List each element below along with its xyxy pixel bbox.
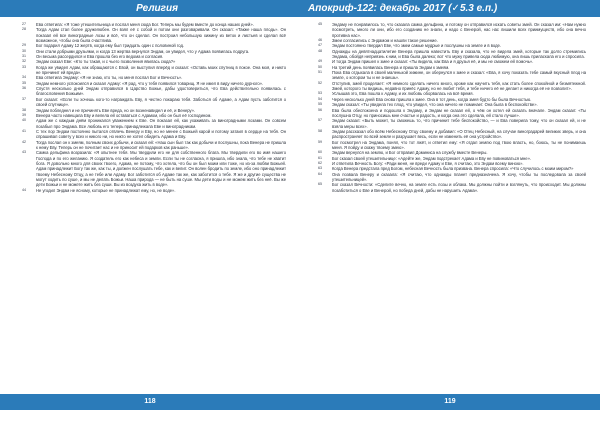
verse <box>22 97 286 108</box>
verse-text: Бог посмотрел на Эндама, понял, что тот лжёт, и ответил ему: «Я отдал землю под твою власть, но, боюсь, ты не понимаешь меня. Я пойду и скажу твоему змею». <box>332 139 586 150</box>
verse-text: Ева была обеспокоена и подошла к Эндаму, и Эндам не сказал ей, о чём он хотел ей сказать вначале. Эндам сказал: «Ты послушна Отцу, но приносишь мне счастье и радость, и когда она это сделала, ей стало лучше». <box>332 107 586 118</box>
verse-number: 62 <box>318 160 322 165</box>
verse-text: Когда же увидел Адам, как обращаются с Евой, он выступил вперёд и сказал: «Оставь моих спутниц в покое. Она моя, и никто не причинит ей вреда». <box>36 64 286 76</box>
verse-number: 47 <box>318 43 322 48</box>
verse-number: 32 <box>22 59 26 64</box>
verse-text: Венера часто навещала Еву и велела ей оставаться с Адамом, ибо он был её господином. <box>36 112 212 118</box>
verse <box>318 81 586 92</box>
verse-number: 65 <box>318 182 322 187</box>
verse-number: 52 <box>318 80 322 85</box>
verse-text: Тогда послал он к змеям, полным своих добычи, и сказал ей: «Наш сын был так как добычи и послушны, пока Венера не пришла к нему Еву. Теперь он не почитает нас и не приносит ей подарков как раньше». <box>36 139 286 150</box>
right-page <box>300 0 600 424</box>
verse-text: С тех пор Эндам постоянно пытался отвлечь Венеру и Еву, но не менее с Божьей карой и потому затаил в сердце на тебя. Он спрашивал совету у всех и никого ни, но никто не хотел обидеть Адама и Еву. <box>36 128 286 140</box>
verse-text: Змеи согласились с Эндамом и нашли такое решение. <box>332 38 438 44</box>
verse-text: Он весьма рассердился и Ева прошла без его ведома и согласия. <box>36 54 164 60</box>
verse-text: Пока Ева отдыхала в своей маленькой хижине, он обернулся к змее и сказал: «Ева, я хочу показать тебе самый вкусный плод на земле, о котором ты и не знаешь». <box>332 70 586 81</box>
verse-number: 43 <box>22 150 26 155</box>
verse-text: Через несколько дней Ева снова пришла к змее. Она в тот день, когда змея будто бы была Вечностью. <box>332 96 532 102</box>
verse <box>318 129 586 140</box>
verse-number: 53 <box>318 91 322 96</box>
verse-number: 36 <box>22 86 26 91</box>
verse-number: 50 <box>318 64 322 69</box>
verse-number: 33 <box>22 64 26 69</box>
verse-text: Они стали добрыми друзьями, и когда 13 жертва вернулся Эндам, он увидел, что у Адама появилась подруга. <box>36 48 250 54</box>
verse-text: И тогда Эндам пришел к змее и сказал: «Ты видела, как Ева и я друзья её, и мы не сможем ей помочь». <box>332 59 534 65</box>
verse-number: 31 <box>22 54 26 59</box>
verse-number: 29 <box>22 43 26 48</box>
verse-number: 49 <box>318 59 322 64</box>
verse-text: Услышав это, Ева пошла к Адаму, и их любовь оборвалась на всё время. <box>332 91 474 97</box>
verse-text: Эндаму не понравилось то, что сказала самка дельфина, и потому он отправился искать советы змей. Он сказал им: «Нам нужно посмотреть, много ли они, ибо его созданию не знали, и надо с Венерой, нас нас лишили всех приимуществ, ибо она вечно противна нас». <box>332 22 586 38</box>
verse <box>22 140 286 151</box>
right-page-number: 119 <box>300 394 600 410</box>
verse-number: 35 <box>22 80 26 85</box>
left-page-body <box>22 22 286 390</box>
verse-text: Эндам сказал: «Быть может, ты сможешь то, что причинит тебе беспокойство, — и Ева поверила тому, что он сказал ей, и не взяла меры всех». <box>332 118 586 129</box>
verse-number: 57 <box>318 118 322 123</box>
verse <box>318 70 586 81</box>
verse-number: 27 <box>22 22 26 26</box>
verse <box>22 188 286 193</box>
verse <box>318 118 586 129</box>
verse <box>318 140 586 151</box>
verse-text: Бог подарил Адаму 12 жертв, когда ему был тридцать один с половиной год. <box>36 43 185 49</box>
verse <box>22 129 286 140</box>
verse-text: Отступив, змей проделает: «Я немного сделать ничего много, кроме как научить тебя, как стать более спокойной и безмятежной. Змей, которого ты видишь, недавно принёс Адаму, но не любит тебя, и тебе ничего её не делает и никогда её не позволит». <box>332 80 586 92</box>
verse-text: Эндам побледнел и не причинять Еве вреда, но он возненавидел и её, и Венеру». <box>36 107 196 113</box>
verse-text: Эндам постоянно твердил Еве, что змеи самые мудрые и послушны на земле и в воде. <box>332 43 501 49</box>
verse-number: 55 <box>318 102 322 107</box>
verse-number: 45 <box>318 22 322 26</box>
verse <box>318 172 586 183</box>
verse-number: 51 <box>318 70 322 75</box>
verse-text: И ответила Вечность Богу: «Ради меня, не вреди Адаму и Еве, я считаю, это Эндам всему виною». <box>332 160 524 166</box>
right-page-header: Апокриф-122: декабрь 2017 (✓5.3 е.п.) <box>300 0 600 17</box>
verse-text: Ева ответила Эндаму: «Я не знаю, кто ты, но меня послал Бог и Вечность». <box>36 75 183 81</box>
verse <box>22 86 286 97</box>
verse-text: Однажды на девятнадцатилетие Венера пришла навестить Еву и сказала, что не видела змей, которые так долго стремились Эндама, обойдя неприязнь к ним, и Ева была далеко; вот что мужу привела сюда любимую, она лишь приласкала его и спросила. <box>332 48 586 60</box>
verse-text: Спустя несколько дней Эндам отправился в Царство Божье, дабы удостовериться, что Ева действительно появилась с благословения Божьим». <box>36 86 286 97</box>
verse-text: Эндам рассказал обо всём Небесному Отцу своему и добавил: «О Отец Небесный, на случае виноградарей великих зверь, и она распространяет по всей земле и разрушает весь, если не изменить её она устройство». <box>332 128 586 140</box>
verse <box>318 182 586 193</box>
verse-text: Она позвала Венеру и сказала: «Я считаю, что однажды планет предназначена. Я хочу, чтобы ты последовала за своей утешительницей». <box>332 171 586 182</box>
verse-number: 39 <box>22 112 26 117</box>
verse-number: 38 <box>22 107 26 112</box>
verse-number: 56 <box>318 107 322 112</box>
verse-number: 42 <box>22 139 26 144</box>
verse-text: Эндам вернулся на землю, и Бог отправил Доминиса на службу вместе Венеры. <box>332 150 488 156</box>
verse-number: 46 <box>318 38 322 43</box>
verse-number: 37 <box>22 96 26 101</box>
verse-number: 59 <box>318 139 322 144</box>
right-page-body <box>318 22 586 390</box>
verse-number: 63 <box>318 166 322 171</box>
verse <box>22 118 286 129</box>
verse-text: На третий день появилась Венера и пришла Эндам к змеям. <box>332 64 450 70</box>
verse <box>22 65 286 76</box>
verse-number: 64 <box>318 171 322 176</box>
verse-number: 44 <box>22 187 26 192</box>
verse-text: Тогда Адам стал более дружелюбен. Он взял её с собой и потом они разговаривали. Он сказал: «Также наша плодь». Он показал ей все виноградные лозы и всё, что он сделал. Он построил небольшую хижину из веток и листьев и сделал всё возможное, чтобы она была счастлива. <box>36 27 286 44</box>
verse-number: 54 <box>318 96 322 101</box>
left-page-header: Религия <box>0 0 300 17</box>
verse-text: Не угодил Эндам не ясному, которые не принадлежат ему, но, не воде». <box>36 187 176 193</box>
verse-text: Самка дельфина возразила: «Я опытнее тебя. Мы твердили его не для собственного блага. Мы твердили его во имя нашего Господа и по его желанию. Я создатель его как небеса и земли. Если ты не согласна, я пришла, ибо знала, что тебе не хватит бога. Я довольно много для своих твоего, Адама, не потому, что хотела, что бы он был моим или тоже, но из-за любви Божьей. Адам принадлежит Богу так же, как ты, и должен послушать тебе, как и велит. Он волен бродить по земле, ибо оно принадлежит твоему Небесному Отцу, а не тебе или Адаму. Бог заботится об Адаме так же, как заботится о тебе. Я же и другие существа не могут ходить по суше, и мы не делать Божьи. Наша природа — не быть на суше. Мы дети воды и не можем жить без неё. Вы же дети Божьи и не можете жить без суши. Вы из воздуха жить в воде». <box>36 150 286 188</box>
verse <box>22 150 286 187</box>
verse-number: 41 <box>22 128 26 133</box>
verse-text: Эндам сказал: «Ты увидела тех плод, что увидел, что она ничего не поминает. Она была в беспокойстве». <box>332 102 538 108</box>
verse-number: 48 <box>318 48 322 53</box>
verse-number: 30 <box>22 48 26 53</box>
verse-text: Бог сказал: «Если ты хочешь кого-то награждать Еву, я честно покараю тебя. Заботься об Адаме, а Адам пусть заботится о своей спутнице». <box>36 96 286 108</box>
verse-number: 60 <box>318 150 322 155</box>
verse-text: Бог сказал своей утешительнице: «Адейте же, Эндам подстрекает Адама и Еву не повиноваться мне». <box>332 155 532 161</box>
verse-number: 34 <box>22 75 26 80</box>
verse-text: Когда Венера предстала пред Богом, небесная Вечность была призвана. Венера спросила: «Что случилось с моим миром?» <box>332 166 574 172</box>
verse-number: 40 <box>22 118 26 123</box>
verse <box>318 22 586 38</box>
verse-text: Бог сказал Вечности: «Сделите вечно, на земле есть лозы и облака. Мы должны пойти и взглянуть, что происходит. Мы должны позаботиться о Еве и Венерой, но победа дней, дабы не нарушить Адама». <box>332 182 586 193</box>
verse <box>318 108 586 119</box>
left-page-number: 118 <box>0 394 300 410</box>
verse-text: Ева ответила: «Я тоже утешительница и послал меня сюда Бог. Теперь мы будем вместе до конца наших дней». <box>36 22 254 27</box>
verse-number: 61 <box>318 155 322 160</box>
verse-number: 58 <box>318 128 322 133</box>
verse-text: Эндам немного успокоился и сказал Адаму: «Я рад, что у тебя появился товарищ. Я не имел в виду ничего дурного». <box>36 80 264 86</box>
verse <box>22 27 286 43</box>
verse-text: Адам же с каждым днём проникался уважением к Еве. Он показал ей, как ухаживать за виноградными лозами. Он совсем позабыл про Эндама. Все любовь его теперь принадлежала Еве и виноградникам. <box>36 118 286 129</box>
verse-number: 28 <box>22 27 26 32</box>
verse-text: Эндам сказал Еве: «Кто ты такая, и с чьего позволения явилась сюда?» <box>36 59 176 65</box>
verse <box>318 49 586 60</box>
